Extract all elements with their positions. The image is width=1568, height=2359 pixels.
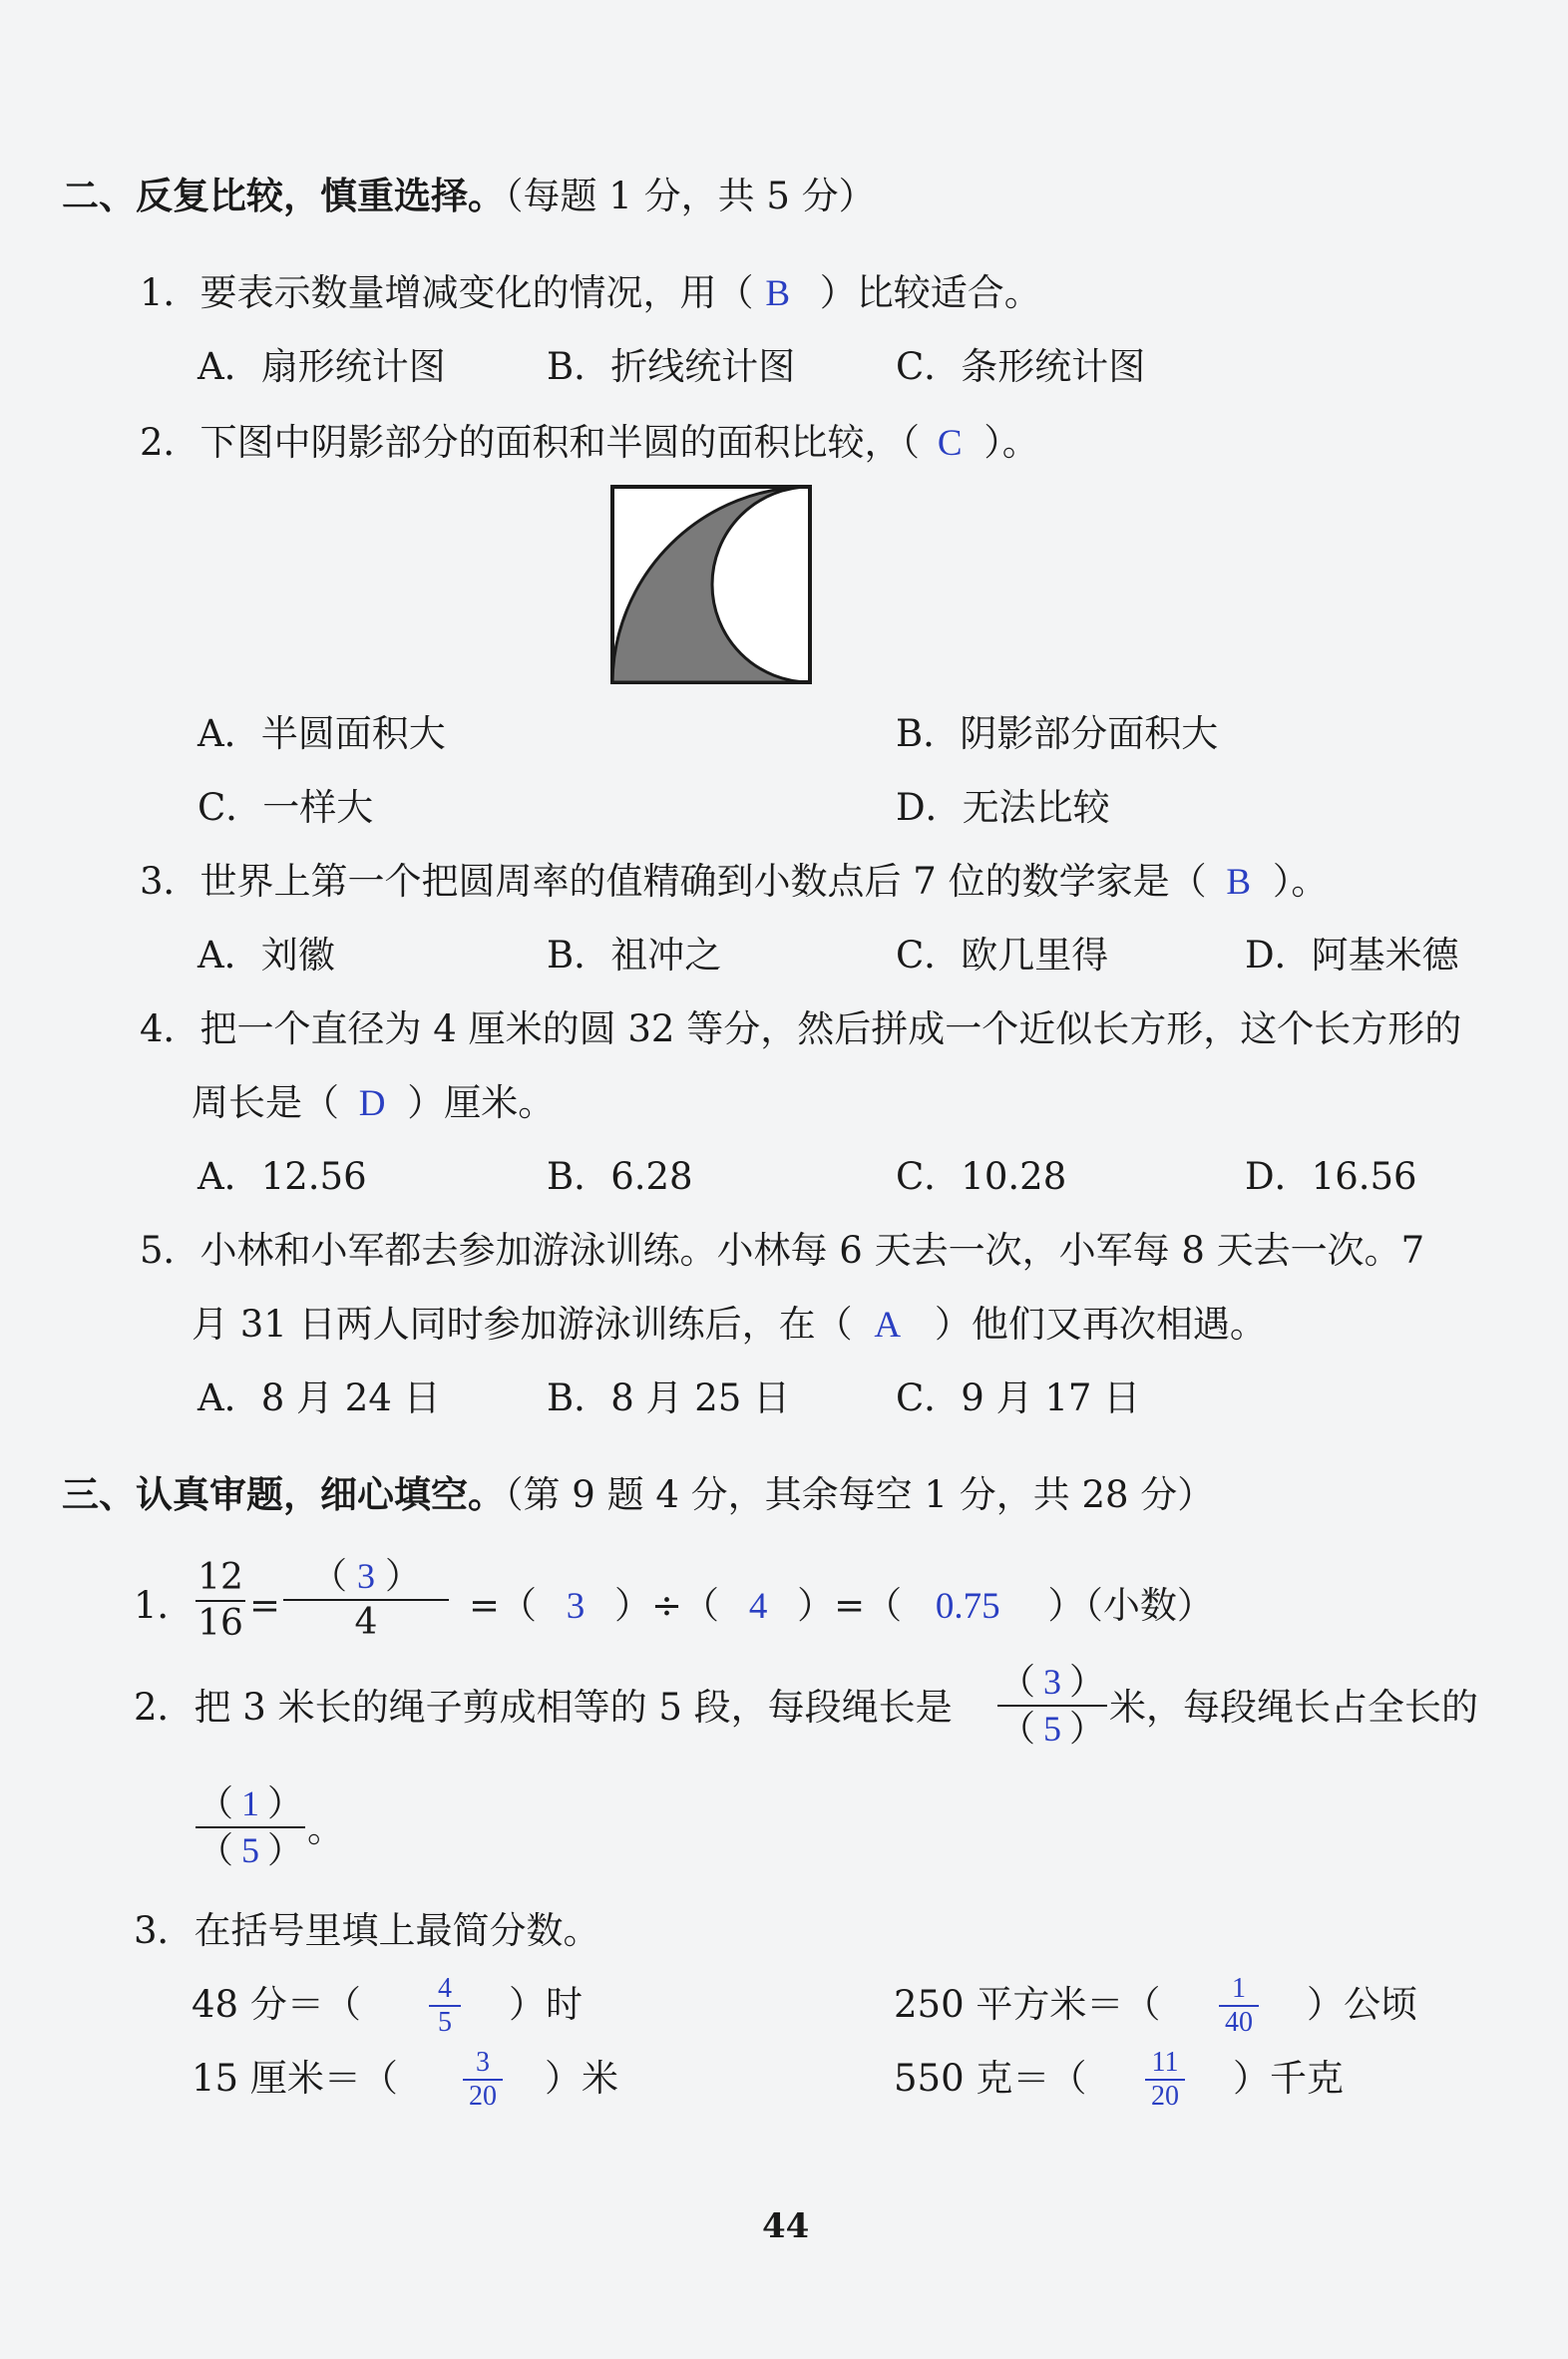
conversion-item: 250 平方米＝（: [894, 1983, 1161, 2026]
denominator: 40: [1225, 2007, 1253, 2038]
option-a: A．刘徽: [197, 934, 335, 977]
fraction-blank: [283, 1554, 449, 1645]
page-number: 44: [762, 2206, 810, 2246]
period: 。: [307, 1807, 344, 1850]
paren: ）: [385, 1556, 422, 1597]
numerator: 11: [1151, 2047, 1179, 2078]
conversion-unit: ）千克: [1233, 2057, 1344, 2100]
answer-blank[interactable]: D: [358, 1083, 386, 1124]
question-text-end: ）厘米。: [407, 1081, 556, 1124]
conversion-unit: ）时: [509, 1983, 583, 2026]
answer-blank[interactable]: 3: [357, 1556, 375, 1596]
section-2-header: [62, 172, 876, 220]
option-a: A．扇形统计图: [197, 345, 446, 388]
answer-blank[interactable]: 1: [241, 1783, 259, 1823]
answer-blank[interactable]: 3: [566, 1586, 586, 1627]
paren: ）: [1069, 1662, 1106, 1703]
paren: ）: [1069, 1709, 1106, 1750]
paren: ）: [267, 1783, 304, 1824]
question-3-1-number: 1．: [134, 1584, 195, 1627]
answer-blank[interactable]: 3: [1043, 1662, 1061, 1702]
question-2-1: [140, 269, 1041, 318]
answer-blank[interactable]: 0.75: [935, 1586, 1000, 1627]
answer-blank[interactable]: 5: [241, 1830, 259, 1870]
question-text-end: ）。: [1272, 860, 1329, 903]
answer-blank[interactable]: C: [937, 423, 963, 464]
question-2-2: [140, 419, 1039, 468]
section-2-title: 二、反复比较，慎重选择。: [62, 174, 505, 217]
paren: （: [998, 1662, 1035, 1703]
question-2-4-line1: 4．把一个直径为 4 厘米的圆 32 等分，然后拼成一个近似长方形，这个长方形的: [140, 1007, 1462, 1050]
question-text: 2．下图中阴影部分的面积和半圆的面积比较，（: [140, 421, 921, 464]
option-b: B．祖冲之: [547, 934, 722, 977]
denominator: 16: [197, 1603, 243, 1644]
conversion-item: 48 分＝（: [192, 1983, 361, 2026]
question-text: 1．要表示数量增减变化的情况，用（: [140, 271, 754, 314]
denominator: 20: [1151, 2081, 1179, 2112]
option-d: D．16.56: [1245, 1155, 1417, 1198]
paren: （: [998, 1709, 1035, 1750]
option-a: A．12.56: [197, 1155, 367, 1198]
answer-blank[interactable]: B: [1226, 862, 1252, 903]
answer-blank[interactable]: B: [765, 273, 790, 314]
section-3-score-note: （第 9 题 4 分，其余每空 1 分，共 28 分）: [505, 1473, 1215, 1516]
numerator: 3: [476, 2047, 490, 2078]
shaded-crescent-figure: [610, 485, 814, 686]
conversion-item: 15 厘米＝（: [192, 2057, 398, 2100]
text: ）=（: [797, 1584, 903, 1627]
answer-fraction-share: [196, 1781, 305, 1873]
answer-fraction[interactable]: [463, 2047, 503, 2113]
numerator: 4: [438, 1973, 452, 2004]
option-d: D．阿基米德: [1245, 934, 1459, 977]
answer-fraction[interactable]: [1145, 2047, 1185, 2113]
section-3-title: 三、认真审题，细心填空。: [62, 1472, 505, 1516]
option-b: B．6.28: [547, 1155, 693, 1198]
option-a: A．半圆面积大: [197, 712, 446, 755]
question-3-1-rest: [469, 1582, 1214, 1631]
question-text: 周长是（: [192, 1081, 339, 1124]
option-c: C．10.28: [896, 1155, 1067, 1198]
equals-sign: =: [249, 1584, 281, 1627]
conversion-unit: ）公顷: [1307, 1983, 1417, 2026]
fraction-12-16: [196, 1556, 245, 1646]
option-b: B．8 月 25 日: [547, 1376, 791, 1419]
question-2-5-line2: [192, 1301, 1267, 1350]
numerator: 1: [1232, 1973, 1246, 2004]
text: ）÷（: [614, 1584, 720, 1627]
conversion-item: 550 克＝（: [894, 2057, 1087, 2100]
paren: ）: [267, 1830, 304, 1871]
answer-fraction[interactable]: [1219, 1973, 1259, 2039]
answer-blank[interactable]: 4: [748, 1586, 768, 1627]
answer-fraction-length: [997, 1660, 1107, 1752]
question-text-end: ）比较适合。: [819, 271, 1041, 314]
question-text-end: ）他们又再次相遇。: [934, 1303, 1267, 1346]
section-2-score-note: （每题 1 分，共 5 分）: [505, 175, 876, 217]
question-2-3: [140, 858, 1328, 907]
paren: （: [196, 1830, 233, 1871]
denominator: 4: [354, 1602, 378, 1643]
denominator: 20: [469, 2081, 497, 2112]
paren: （: [196, 1783, 233, 1824]
answer-fraction[interactable]: [429, 1973, 461, 2039]
question-text: 月 31 日两人同时参加游泳训练后，在（: [192, 1303, 853, 1346]
question-2-4-line2: [192, 1079, 555, 1128]
option-c: C．9 月 17 日: [896, 1376, 1141, 1419]
question-text-end: ）。: [983, 421, 1039, 464]
answer-blank[interactable]: 5: [1043, 1709, 1061, 1749]
numerator: 12: [197, 1557, 243, 1598]
text: =（: [469, 1584, 538, 1627]
question-text: 3．世界上第一个把圆周率的值精确到小数点后 7 位的数学家是（: [140, 860, 1207, 903]
answer-blank[interactable]: A: [874, 1305, 902, 1346]
question-3-3-title: 3．在括号里填上最简分数。: [134, 1909, 600, 1952]
option-b: B．折线统计图: [547, 345, 796, 388]
section-3-header: [62, 1470, 1214, 1519]
text: ）（小数）: [1047, 1584, 1214, 1627]
question-2-5-line1: 5．小林和小军都去参加游泳训练。小林每 6 天去一次，小军每 8 天去一次。7: [140, 1229, 1425, 1272]
option-a: A．8 月 24 日: [197, 1376, 441, 1419]
denominator: 5: [438, 2007, 452, 2038]
option-c: C．一样大: [197, 786, 374, 829]
option-d: D．无法比较: [896, 786, 1110, 829]
question-3-2-mid: 米，每段绳长占全长的: [1109, 1686, 1478, 1729]
option-c: C．条形统计图: [896, 345, 1146, 388]
paren: （: [310, 1556, 347, 1597]
question-3-2-pre: 2．把 3 米长的绳子剪成相等的 5 段，每段绳长是: [134, 1686, 953, 1729]
option-b: B．阴影部分面积大: [896, 712, 1219, 755]
conversion-unit: ）米: [545, 2057, 618, 2100]
option-c: C．欧几里得: [896, 934, 1109, 977]
